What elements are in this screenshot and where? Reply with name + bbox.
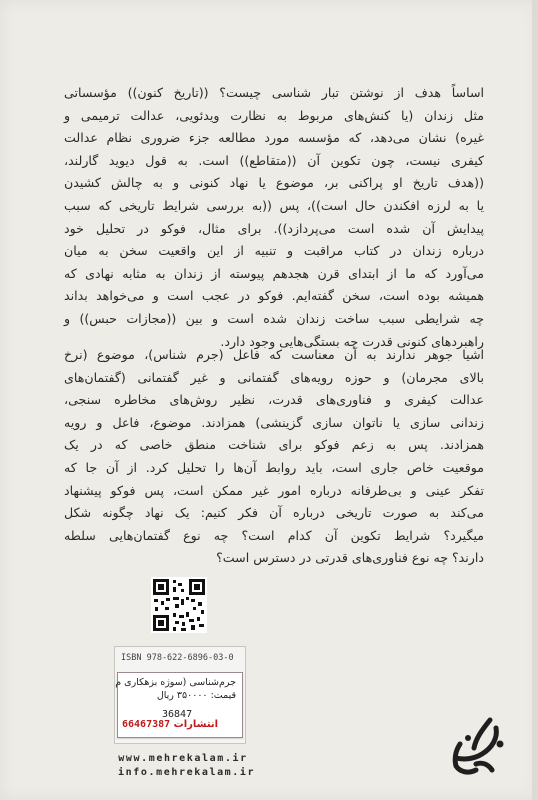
text-line: می‌کند به صورت تاریخی درباره آن فکر کنیم: یک نهاد چگونه شکل xyxy=(64,505,484,521)
logo-graphic xyxy=(446,714,510,778)
isbn-text: ISBN 978-622-6896-03-0 xyxy=(121,653,234,663)
text-line: زندانی سازی یا ناتوان سازی گزینشی) همزادند. موضوع، فاعل و رویه xyxy=(64,414,484,430)
sticker-title: جرم‌شناسی (سوژه بزهکاری م xyxy=(115,677,236,688)
text-line: ((هدف تاریخ او پراکنی بر، موضوع یا نهاد کنونی و به چالش کشیدن xyxy=(64,175,484,191)
text-line: دارند؟ چه نوع فناوری‌های قدرتی در دسترس است؟ xyxy=(216,550,484,566)
paragraph-1 xyxy=(64,82,484,353)
text-line: راهبردهای کنونی قدرت چه بستگی‌هایی وجود دارد. xyxy=(220,333,484,349)
text-line: اساساً هدف از نوشتن تبار شناسی چیست؟ ((تاریخ کنون)) مؤسساتی xyxy=(64,85,484,100)
text-line: یا به لرزه افکندن حال است))، پس ((به بررسی شرایط تاریخی که سبب xyxy=(64,197,484,213)
paragraph-2 xyxy=(64,344,484,570)
text-line: تفکر عینی و بی‌طرفانه درباره امور غیر ممکن است، پس فوکو پیشنهاد xyxy=(64,482,484,498)
website-link[interactable]: www.mehrekalam.ir xyxy=(118,753,248,764)
text-line: موقعیت خاص جاری است، باید روابط آن‌ها را تحلیل کرد. از آن جا که xyxy=(64,459,484,475)
text-line: پیدایش آن شده است می‌پردازد)). برای مثال، فوکو در تحلیل خود xyxy=(64,220,484,236)
text-line: عدالت کیفری و فناوری‌های قدرت، نظیر روش‌های مخاطره سنجی، xyxy=(64,392,484,408)
text-line: اشیا جوهر ندارند به آن معناست که فاعل (جرم شناس)، موضوع (نرخ xyxy=(64,347,484,362)
publisher-phone: 66467387 xyxy=(122,719,171,730)
text-line: میگیرد؟ شرایط تکوین آن کدام است؟ چه نوع گفتمان‌هایی سلطه xyxy=(64,527,484,543)
cover-edge xyxy=(532,0,538,800)
text-line: درباره زندان در کتاب مراقبت و تنبیه از این واقعیت سخن به میان xyxy=(64,243,484,259)
mehrekalam-logo-icon xyxy=(446,714,510,778)
sticker-code: 36847 xyxy=(162,709,193,720)
text-line: همیشه بوده است، سخن گفته‌ایم. فوکو در عجب است و می‌خواهد بداند xyxy=(64,288,484,304)
sticker-price: قیمت: ۳۵۰۰۰۰ ریال xyxy=(156,690,236,701)
price-sticker xyxy=(117,672,243,738)
text-line: مثل زندان (یا کنش‌های مربوط به نظارت ویدئویی، عدالت ترمیمی و xyxy=(64,107,484,123)
text-line: غیره) نشان می‌دهد، که مؤسسه مورد مطالعه جزء ضروری نظام عدالت xyxy=(64,130,484,146)
qr-code-graphic xyxy=(151,577,207,633)
publisher-label: انتشارات xyxy=(173,719,219,730)
text-line: بالای مجرمان) و حوزه رویه‌های گفتمانی و غیر گفتمانی (گفتمان‌های xyxy=(64,369,484,385)
text-line: چه شرایطی سبب ساخت زندان شده است و بین ((مجازات حبس)) و xyxy=(64,310,484,326)
sticker-publisher xyxy=(122,719,218,730)
text-line: همزادند. پس به زعم فوکو برای شناخت منطق خاصی که در یک xyxy=(64,437,484,453)
text-line: کیفری نیست، چون تکوین آن ((متقاطع)) است. به قول دیوید گارلند، xyxy=(64,152,484,168)
qr-code xyxy=(151,577,207,633)
text-line: می‌آورد که ما از ابتدای قرن هجدهم پیوسته از زندان به مثابه نهادی که xyxy=(64,265,484,281)
email-link[interactable]: info.mehrekalam.ir xyxy=(118,767,256,778)
